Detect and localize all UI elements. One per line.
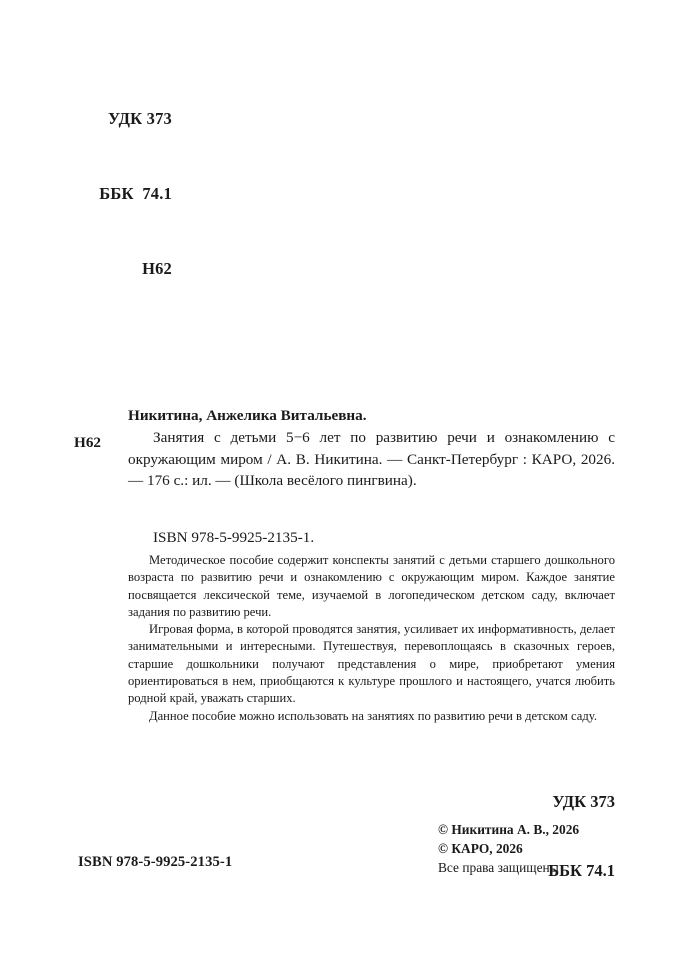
biblio-description: Занятия с детьми 5−6 лет по развитию речи и ознакомлению с окружающим миром / А. В. Никитина. — Санкт-Петербург : КАРО, 2026. — 176 с.: ил. — (Школа весёлого пингвина). [128, 429, 615, 489]
isbn-inner: ISBN 978-5-9925-2135-1. [153, 529, 315, 546]
annotation-paragraph: Методическое пособие содержит конспекты занятий с детьми старшего дошкольного возраста по развитию речи и ознакомлению с окружающим миром. Каждое занятие посвящается лексической теме, изучаемой в логопедическом детском саду, включает задания по развитию речи. [128, 553, 615, 619]
udk-code-bottom: УДК 373 [552, 792, 615, 811]
copyright-publisher-line: © КАРО, 2026 [438, 841, 523, 856]
bbk-code-top: ББК 74.1 [99, 184, 172, 203]
copyright-block [438, 820, 638, 877]
biblio-shelf-mark: Н62 [74, 434, 102, 451]
copyright-author-line: © Никитина А. В., 2026 [438, 822, 580, 837]
udk-code-top: УДК 373 [107, 109, 172, 128]
author-mark-top: Н62 [142, 259, 172, 278]
annotation-paragraph: Данное пособие можно использовать на занятиях по развитию речи в детском саду. [149, 708, 597, 723]
rights-reserved-line: Все права защищены [438, 860, 559, 875]
annotation-paragraph: Игровая форма, в которой проводятся занятия, усиливает их информативность, делает занимательными и интересными. Путешествуя, перевоплощаясь в сказочных героев, старшие дошкольники получают представления о мире, приобретают умения ориентироваться в нем, приобщаются к культуре прошлого и настоящего, учатся любить родной край, уважать старших. [128, 622, 615, 706]
annotation-text [128, 552, 615, 725]
classification-codes-top [0, 56, 172, 331]
bibliographic-record [128, 406, 615, 492]
bbk-code-bottom: ББК 74.1 [548, 861, 615, 880]
biblio-author-name: Никитина, Анжелика Витальевна. [128, 407, 367, 424]
isbn-bottom: ISBN 978-5-9925-2135-1 [78, 854, 233, 870]
